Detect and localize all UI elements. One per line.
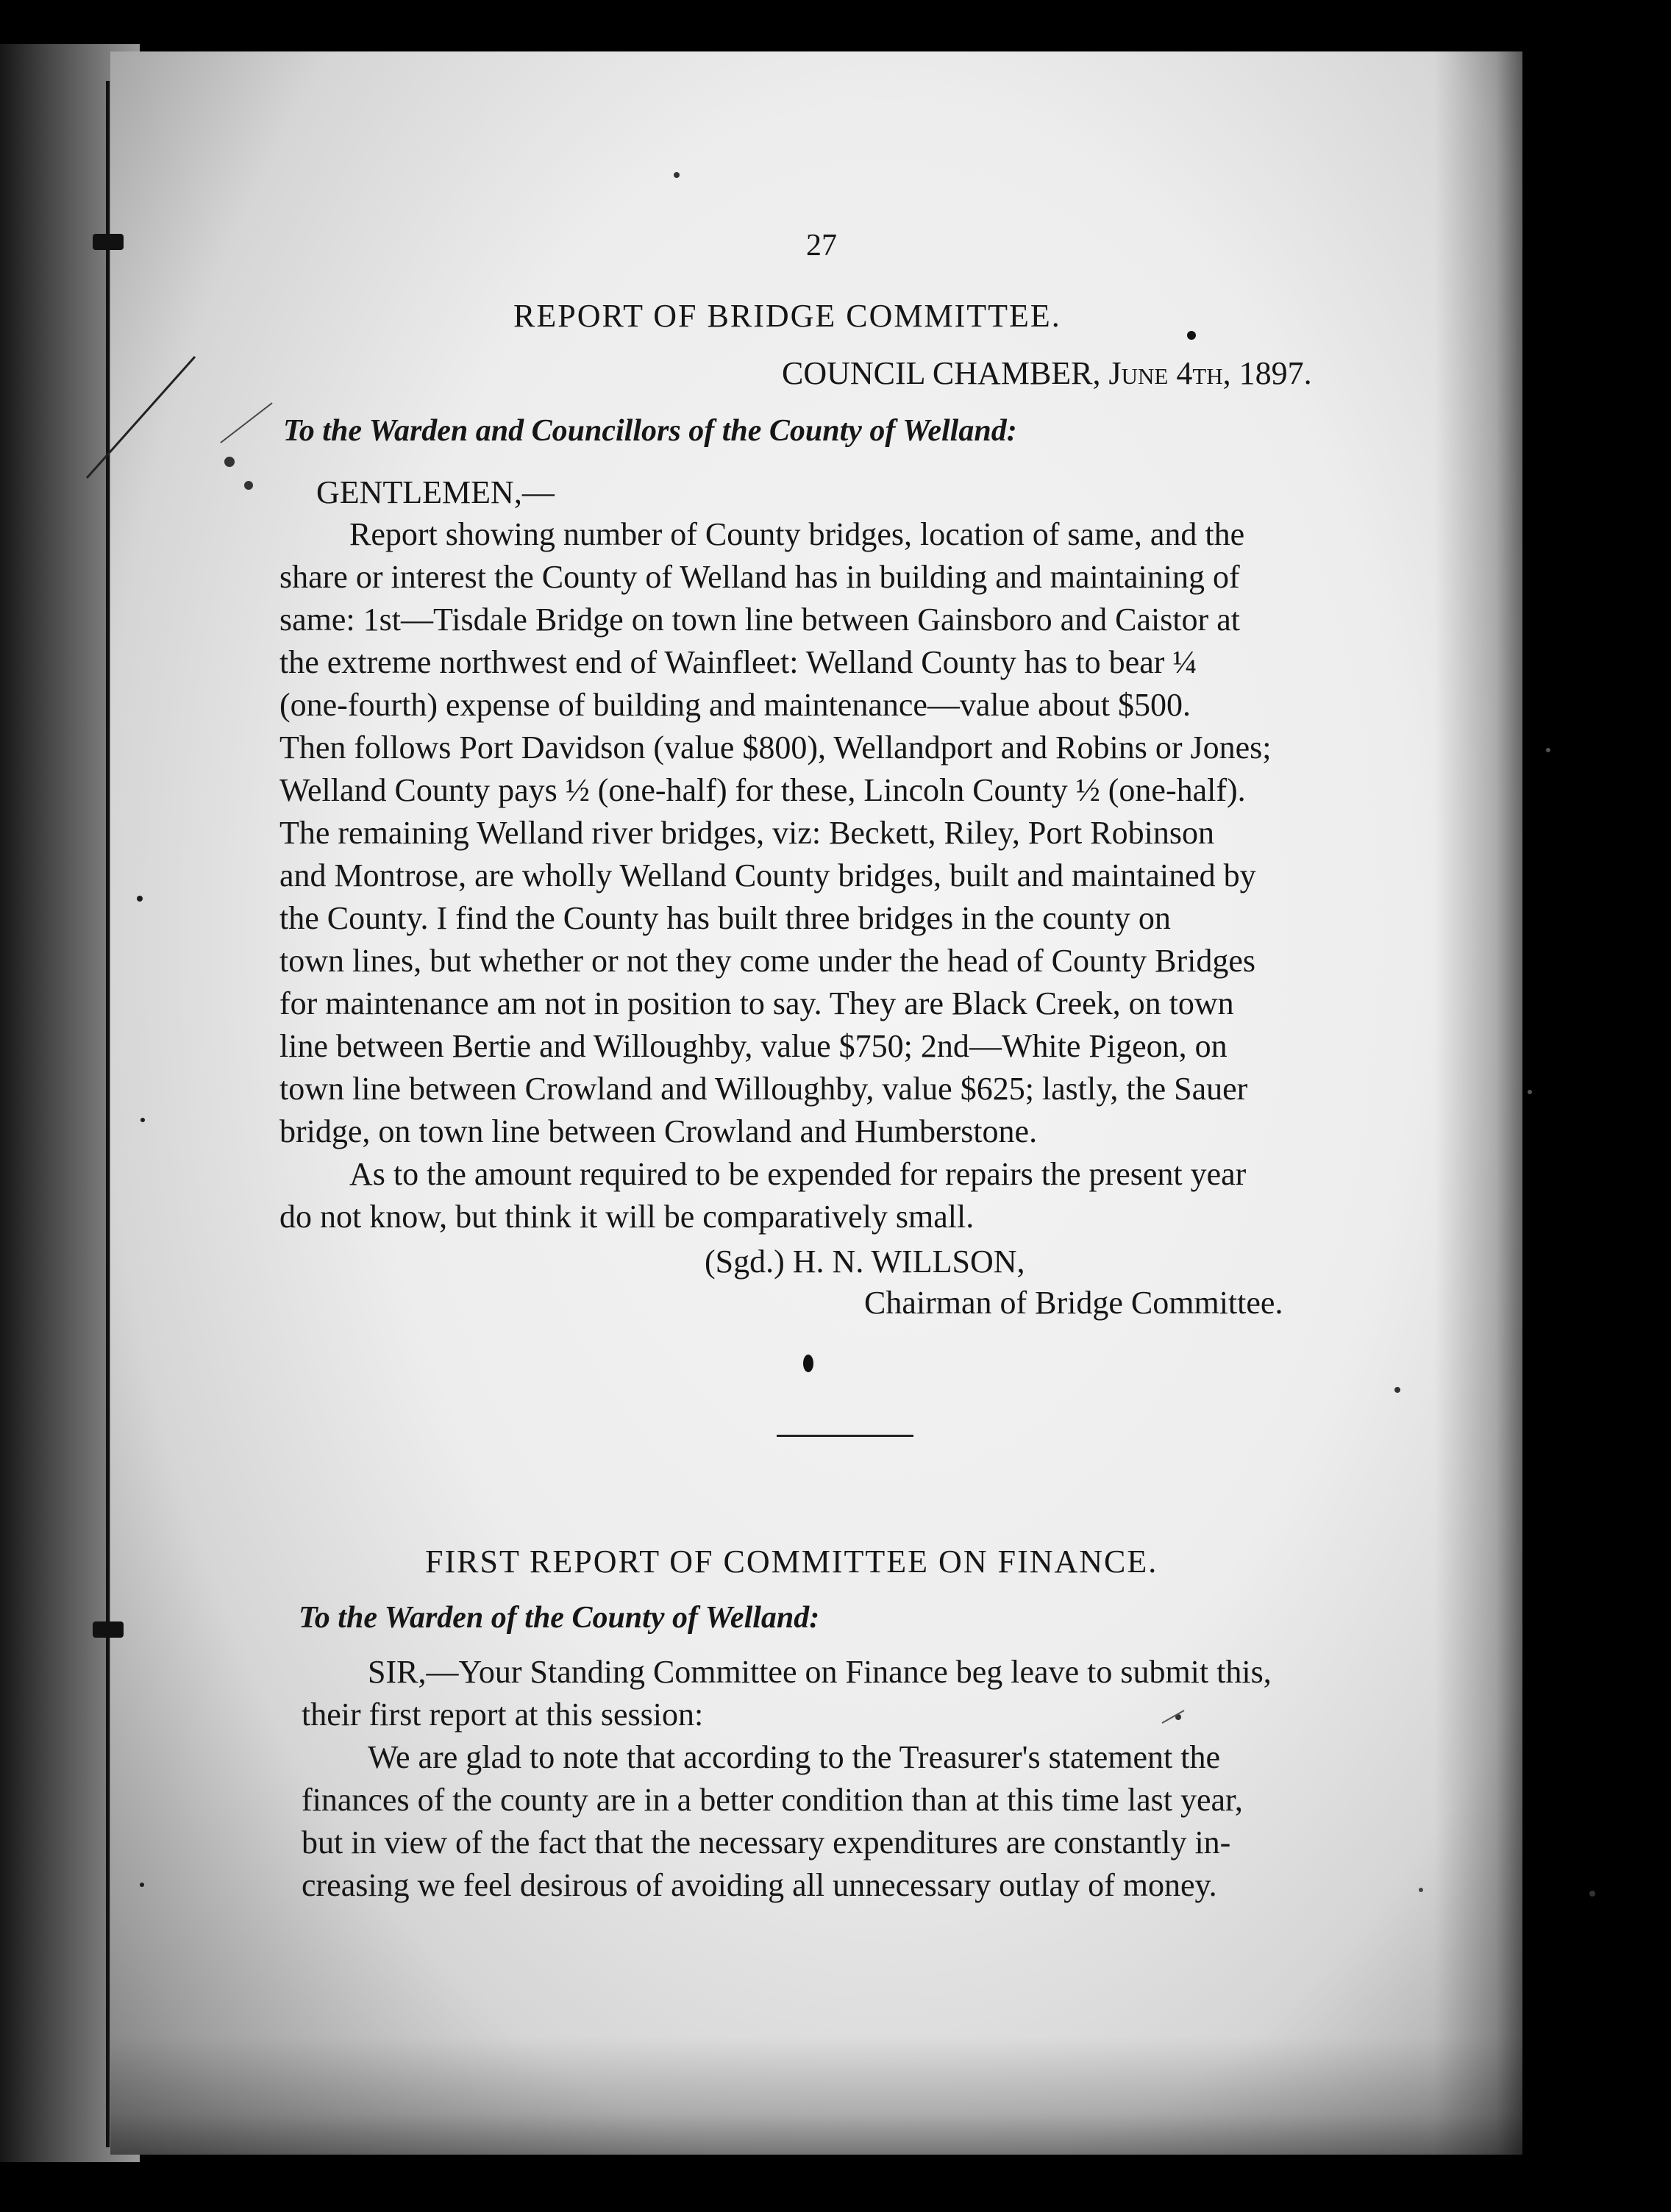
signature-name: (Sgd.) H. N. WILLSON,: [705, 1244, 1025, 1280]
body-line: Welland County pays ½ (one-half) for these, Lincoln County ½ (one-half).: [279, 772, 1246, 808]
finance-line: We are glad to note that according to the Treasurer's statement the: [368, 1739, 1221, 1775]
scan-speck: [137, 896, 143, 902]
body-line: The remaining Welland river bridges, viz: Beckett, Riley, Port Robinson: [279, 815, 1214, 851]
body-line: and Montrose, are wholly Welland County bridges, built and maintained by: [279, 857, 1256, 893]
signature-title: Chairman of Bridge Committee.: [864, 1285, 1283, 1321]
body-line: Report showing number of County bridges, location of same, and the: [349, 516, 1245, 552]
bridge-report-dateline: COUNCIL CHAMBER, June 4th, 1897.: [782, 355, 1312, 391]
page-number: 27: [806, 229, 837, 263]
body-line: the extreme northwest end of Wainfleet: Welland County has to bear ¼: [279, 644, 1197, 680]
finance-line: but in view of the fact that the necessary expenditures are constantly in-: [302, 1824, 1231, 1860]
finance-line: SIR,—Your Standing Committee on Finance beg leave to submit this,: [368, 1654, 1272, 1690]
ink-dot: [803, 1355, 813, 1372]
body-line: share or interest the County of Welland has in building and maintaining of: [279, 559, 1240, 595]
body-line: the County. I find the County has built three bridges in the county on: [279, 900, 1171, 936]
section-separator: [777, 1435, 913, 1437]
finance-report-title: FIRST REPORT OF COMMITTEE ON FINANCE.: [425, 1544, 1158, 1580]
finance-line: their first report at this session:: [302, 1697, 704, 1733]
scan-speck: [140, 1883, 144, 1887]
body-line: town line between Crowland and Willoughby, value $625; lastly, the Sauer: [279, 1071, 1248, 1107]
bridge-report-addressee: To the Warden and Councillors of the County of Welland:: [283, 414, 1017, 448]
body-line: for maintenance am not in position to say. They are Black Creek, on town: [279, 985, 1234, 1021]
body-line: line between Bertie and Willoughby, value $750; 2nd—White Pigeon, on: [279, 1028, 1228, 1064]
body-line: do not know, but think it will be comparatively small.: [279, 1199, 975, 1235]
finance-line: finances of the county are in a better condition than at this time last year,: [302, 1782, 1243, 1818]
finance-report-addressee: To the Warden of the County of Welland:: [299, 1601, 820, 1635]
body-line: bridge, on town line between Crowland and Humberstone.: [279, 1113, 1038, 1149]
scan-speck: [140, 1118, 145, 1122]
body-line: town lines, but whether or not they come under the head of County Bridges: [279, 943, 1256, 979]
bridge-report-greeting: GENTLEMEN,—: [316, 474, 555, 510]
bridge-report-title: REPORT OF BRIDGE COMMITTEE.: [513, 298, 1061, 334]
finance-line: creasing we feel desirous of avoiding all unnecessary outlay of money.: [302, 1867, 1217, 1903]
body-line: same: 1st—Tisdale Bridge on town line between Gainsboro and Caistor at: [279, 602, 1240, 638]
body-line: As to the amount required to be expended for repairs the present year: [349, 1156, 1247, 1192]
body-line: Then follows Port Davidson (value $800), Wellandport and Robins or Jones;: [279, 729, 1272, 766]
body-line: (one-fourth) expense of building and maintenance—value about $500.: [279, 687, 1191, 723]
